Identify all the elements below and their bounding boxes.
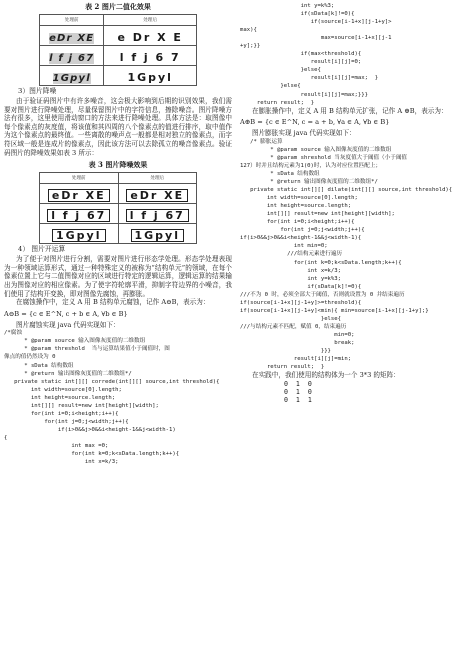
- dilation-code-intro: 图片膨胀实现 java 代码实现如下：: [252, 129, 356, 138]
- dilation-formula: A⊕B = {c ∈ E^N, c = a + b, ∀a ∈ A, ∀b ∈ B}: [240, 118, 390, 127]
- code-line: int width=source[0].length;: [4, 386, 122, 393]
- code-line: +y];}}: [240, 43, 261, 50]
- code-line: int width=source[0].length;: [240, 195, 358, 202]
- section-3-title: 3）图片降噪: [18, 87, 57, 95]
- code-line: private static int[][] correde(int[][] source,int threshold){: [4, 378, 220, 385]
- morphology-paragraph: 为了便于对图片进行分割，需要对图片进行形态学处理。形态学处理表现为一种领域运算形式，通过一种特殊定义的被称为“结构单元”的领域，在每个像素位置上它与二值图像对应的区域进行特定的逻辑运算，逻辑运算的结果输出为图像对应的相应像素。为了使字符轮廓平滑，抑制字符边界的小噪音，我们使用了结构开变换，即对图像先腐蚀，再膨胀。: [4, 255, 232, 298]
- code-line: {: [4, 434, 8, 441]
- code-line: }else{: [240, 83, 301, 90]
- code-line: if(source[i-1+x][j-1+y]<min){ min=source[i-1+x][j-1+y];}: [240, 307, 429, 314]
- code-line: /*腐蚀: [4, 330, 22, 337]
- structure-matrix: [240, 380, 472, 404]
- right-column: [240, 2, 472, 404]
- code-line: for(int j=0;j<width;j++){: [240, 227, 365, 234]
- denoise-image-after-1: eDr XE: [126, 189, 188, 202]
- erosion-code-block: [4, 329, 232, 466]
- code-line: if(sData[k]!=0){: [240, 11, 355, 18]
- table2-caption: 表 2 图片二值化效果: [85, 2, 151, 11]
- dilation-paragraph: 在膨胀操作中，定义 A 用 B 结构单元扩张，记作 A ⊕B，表示为：: [252, 106, 448, 115]
- erosion-code-intro: 图片腐蚀实现 java 代码实现如下：: [16, 320, 120, 329]
- code-line: 127）时并且结构元素为1(0)时，认为对应位置匹配上；: [240, 162, 382, 169]
- structure-element-paragraph: 在实践中，我们使用的结构体为一个 3*3 的矩阵：: [252, 371, 400, 380]
- erosion-formula: A⊖B = {c ∈ E^N, c + b ∈ A, ∀b ∈ B}: [4, 309, 128, 318]
- code-line: * sData 结构数组: [4, 362, 74, 369]
- code-line: * @return 输出图像灰度值的二维数组*/: [240, 179, 378, 186]
- code-line: /* 膨胀运算: [240, 138, 283, 145]
- code-line: for(int k=0;k<sData.length;k++){: [4, 451, 180, 458]
- code-line: result[i][j]=0;: [240, 59, 362, 66]
- denoise-image-after-3: 1Gpyl: [131, 229, 185, 242]
- code-line: max=source[i-1+x][j-1: [240, 35, 392, 42]
- code-line: for(int k=0;k<sData.length;k++){: [240, 259, 402, 266]
- captcha-image-before-2: l f j 67: [49, 53, 95, 64]
- code-line: * @param source 输入图像灰度值的二维数组: [4, 338, 146, 345]
- code-line: * @param shreshold 当灰度值大于阈值（小于阈值: [240, 154, 408, 161]
- code-line: if(source[i-1+x][j-1+y]>=threshold){: [240, 299, 362, 306]
- captcha-image-after-1: e Dr X E: [117, 31, 183, 44]
- code-line: int height=source.length;: [240, 203, 352, 210]
- code-line: ///结构元素进行遍历: [240, 251, 343, 258]
- denoise-image-before-1: eDr XE: [48, 189, 110, 202]
- code-line: if(max<threshold){: [240, 51, 362, 58]
- code-line: int min=0;: [240, 243, 328, 250]
- code-line: }else{: [240, 315, 342, 322]
- table2-binarization: [39, 14, 197, 86]
- code-line: for(int j=0;j<width;j++){: [4, 418, 129, 425]
- captcha-image-before-1: eDr XE: [49, 33, 95, 44]
- table3-header-before: 处理前: [40, 173, 119, 184]
- left-column: [4, 2, 232, 466]
- code-line: if(sData[k]!=0){: [240, 283, 362, 290]
- code-line: if(source[i-1+x][j-1+y]>: [240, 19, 392, 26]
- denoise-image-after-2: l f j 67: [126, 209, 189, 222]
- code-line: result[i][j]=min;: [240, 356, 352, 363]
- table2-header-after: 处理后: [104, 15, 197, 26]
- code-line: for(int i=0;i<height;i++){: [4, 410, 119, 417]
- table3-denoise: [39, 172, 197, 244]
- dilation-code-block: [240, 138, 472, 371]
- captcha-image-after-3: 1Gpyl: [127, 71, 173, 84]
- code-line: if(i>0&&j>0&&i<height-1&&j<width-1): [4, 426, 176, 433]
- code-line: 像点的值仍然设为 0: [4, 354, 56, 361]
- code-line: ///不为 0 时，必须全部大于阈值，否则就设置为 0 并结束遍历: [240, 291, 405, 298]
- matrix-row: 0 1 0: [284, 387, 312, 396]
- code-line: * @param source 输入图像灰度值的二维数组: [240, 146, 392, 153]
- denoise-image-before-3: 1Gpyl: [52, 229, 106, 242]
- code-line: break;: [240, 339, 355, 346]
- code-line: if(i>0&&j>0&&i<height-1&&j<width-1){: [240, 235, 362, 242]
- table2-header-before: 处理前: [40, 15, 104, 26]
- code-line: * sData 结构数组: [240, 170, 320, 177]
- erosion-code-continued: [240, 2, 472, 107]
- section-4-title: 4） 图片开运算: [18, 245, 66, 254]
- code-line: int y=k%3;: [240, 3, 335, 9]
- matrix-row: 0 1 0: [284, 379, 312, 388]
- code-line: * @return 输出图像灰度值的二维数组*/: [4, 370, 132, 377]
- code-line: * @param threshold 当与运算结果值小于阈值时，图: [4, 346, 170, 353]
- code-line: }}}: [240, 348, 331, 355]
- code-line: int x=k/3;: [240, 267, 342, 274]
- code-line: for(int i=0;i<height;i++){: [240, 219, 355, 226]
- table3-header-after: 处理后: [118, 173, 197, 184]
- code-line: int x=k/3;: [4, 459, 119, 466]
- code-line: return result; }: [240, 364, 325, 371]
- denoise-image-before-2: l f j 67: [47, 209, 110, 222]
- code-line: int[][] result=new int[height][width];: [240, 211, 395, 218]
- code-line: }else{: [240, 67, 321, 74]
- code-line: result[i][j]=max; }: [240, 75, 379, 82]
- code-line: return result; }: [240, 99, 315, 106]
- code-line: ///与结构元素不匹配，赋值 0，结束遍历: [240, 323, 347, 330]
- code-line: result[i][j]=max;}}}: [240, 91, 368, 98]
- code-line: private static int[][] dilate(int[][] source,int threshold){: [240, 187, 453, 194]
- erosion-paragraph: 在腐蚀操作中，定义 A 用 B 结构单元腐蚀，记作 A⊖B，表示为：: [16, 298, 210, 307]
- code-line: min=0;: [240, 331, 355, 338]
- table3-caption: 表 3 图片降噪效果: [88, 160, 148, 170]
- code-line: int max =0;: [4, 442, 109, 449]
- code-line: int y=k%3;: [240, 275, 342, 282]
- denoise-paragraph: 由于验证码图片中有许多噪音，这会极大影响到后期的识别效果，我们需要对图片进行降噪处理，尽量保留图片中的字符信息，擦除噪音。图片降噪方法有很多，这里使用滑动窗口的方法来进行降噪处理。具体方法是：取图像中每个像素点的灰度值，将该值和其四周的八个像素点的值进行排序，取中值作为这个像素点的最终值。一些离散的噪声点一般都是相对独立的像素点，而字符区域一般是连成片的像素点，因此该方法可以去除孤立的噪音像素点。验证码图片的降噪效果如表 3 所示：: [4, 97, 232, 157]
- code-line: max){: [240, 27, 257, 34]
- code-line: int[][] result=new int[height][width];: [4, 402, 159, 409]
- captcha-image-after-2: l f j 6 7: [119, 51, 181, 64]
- captcha-image-before-3: 1Gpyl: [52, 73, 91, 84]
- code-line: int height=source.length;: [4, 394, 116, 401]
- matrix-row: 0 1 1: [284, 395, 312, 404]
